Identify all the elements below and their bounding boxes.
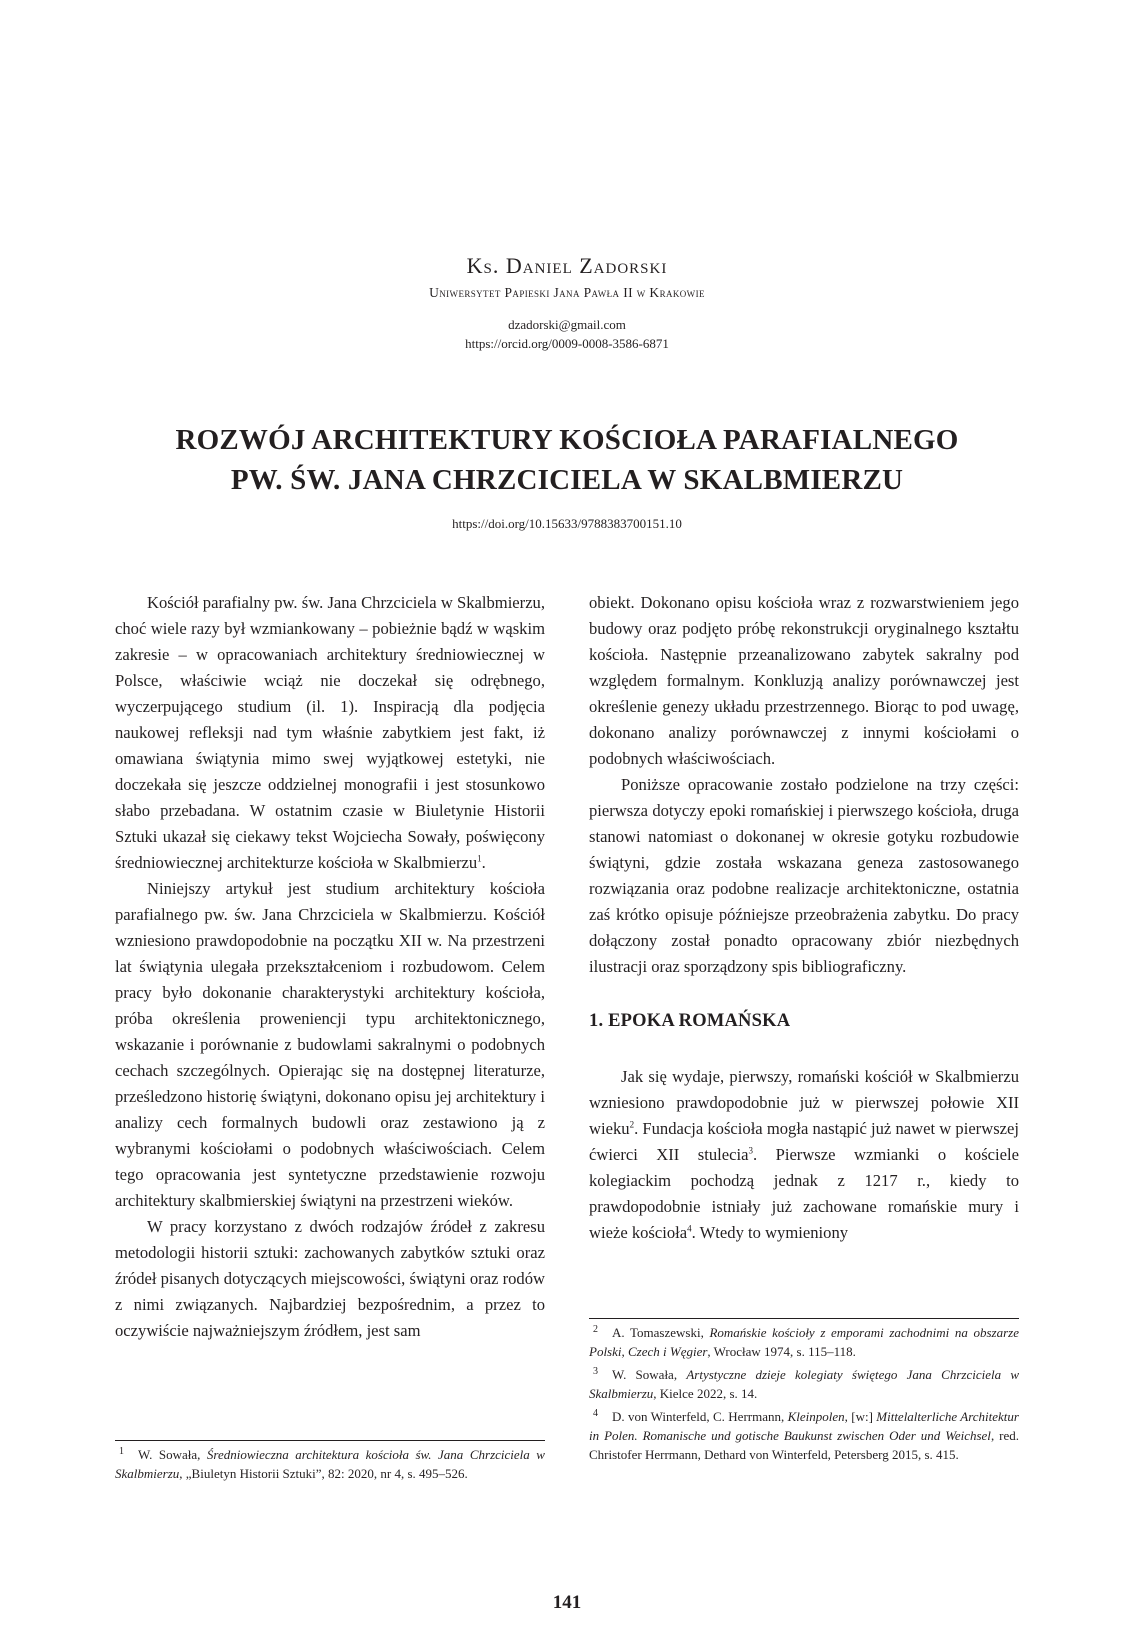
footnote-text: W. Sowała, (138, 1447, 207, 1462)
article-doi[interactable]: https://doi.org/10.15633/9788383700151.10 (452, 516, 682, 531)
paragraph: Poniższe opracowanie zostało podzielone na trzy części: pierwsza dotyczy epoki romańskiej i pierwszego kościoła, druga stanowi natomiast o dokonanej w okresie gotyku rozbudowie świątyni, gdzie została wskazana geneza zastosowanego rozwiązania oraz podobne realizacje architektoniczne, ostatnia zaś krótko opisuje późniejsze przeobrażenia zabytku. Do pracy dołączony został ponadto opracowany zbiór niezbędnych ilustracji oraz sporządzony spis bibliograficzny. (589, 775, 1019, 976)
footnotes-right (589, 1318, 1019, 1464)
footnote-rule (589, 1318, 1019, 1319)
footnote-ref[interactable]: 1 (477, 853, 482, 864)
paragraph: obiekt. Dokonano opisu kościoła wraz z rozwarstwieniem jego budowy oraz podjęto próbę rekonstrukcji oryginalnego kształtu kościoła. Następnie przeanalizowano zabytek sakralny pod względem formalnym. Konkluzją analizy porównawczej jest określenie genezy układu przestrzennego. Biorąc to pod uwagę, dokonano analizy porównawczej z innymi kościołami o podobnych właściwościach. (589, 593, 1019, 768)
paragraph-text: . Pierwsze wzmianki o kościele kolegiackim pochodzą jednak z 1217 r., kiedy to prawdopodobnie istniały już zachowane romańskie mury i wieże kościoła (589, 1145, 1019, 1242)
paragraph-text: . (481, 853, 486, 872)
footnote-text: , [w:] (844, 1409, 877, 1424)
footnote (589, 1365, 1019, 1403)
author-contact (0, 315, 1134, 353)
author-orcid[interactable]: https://orcid.org/0009-0008-3586-6871 (465, 336, 669, 351)
footnote-text: , Wrocław 1974, s. 115–118. (707, 1344, 856, 1359)
footnote-title: Średniowieczna architektura kościoła św. Jana Chrzciciela w Skalbmierzu (115, 1447, 545, 1481)
footnote-title: Artystyczne dzieje kolegiaty świętego Jana Chrzciciela w Skalbmierzu (589, 1367, 1019, 1401)
footnote-title: Mittelalterliche Architektur in Polen. Romanische und gotische Baukunst zwischen Oder und Weichsel (589, 1409, 1019, 1443)
footnote (589, 1407, 1019, 1464)
footnote-text: , „Biuletyn Historii Sztuki”, 82: 2020, nr 4, s. 495–526. (179, 1466, 468, 1481)
footnote-text: A. Tomaszewski, (612, 1325, 710, 1340)
paragraph (589, 1064, 1019, 1246)
title-line-2: PW. ŚW. JANA CHRZCICIELA W SKALBMIERZU (230, 464, 904, 496)
footnote-title: Romańskie kościoły z emporami zachodnimi na obszarze Polski, Czech i Węgier (589, 1325, 1019, 1359)
paragraph-text: Kościół parafialny pw. św. Jana Chrzciciela w Skalbmierzu, choć wiele razy był wzmiankowany – pobieżnie bądź w wąskim zakresie – w opracowaniach architektury średniowiecznej w Polsce, właściwie wciąż nie doczekał się odrębnego, wyczerpującego studium (il. 1). Inspiracją dla podjęcia naukowej refleksji nad tym właśnie zabytkiem jest fakt, iż omawiana świątynia mimo swej wyjątkowej estetyki, nie doczekała się jeszcze oddzielnej monografii i jest stosunkowo słabo przebadana. W ostatnim czasie w Biuletynie Historii Sztuki ukazał się ciekawy tekst Wojciecha Sowały, poświęcony średniowiecznej architekturze kościoła w Skalbmierzu (115, 593, 545, 872)
paragraph-text: . Fundacja kościoła mogła nastąpić już nawet w pierwszej ćwierci XII stulecia (589, 1119, 1019, 1164)
article-header (0, 252, 1134, 353)
page-number: 141 (552, 1592, 582, 1613)
author-email[interactable]: dzadorski@gmail.com (508, 317, 626, 332)
footnote-text: D. von Winterfeld, C. Herrmann, (612, 1409, 788, 1424)
footnote (115, 1445, 545, 1483)
footnote-number: 2 (593, 1323, 598, 1335)
footnote (589, 1323, 1019, 1361)
footnote-number: 3 (593, 1365, 598, 1377)
footnote-title: Kleinpolen (787, 1409, 845, 1424)
footnotes-left (115, 1440, 545, 1483)
footnote-ref[interactable]: 2 (629, 1119, 635, 1130)
article-title (0, 420, 1134, 500)
paragraph: W pracy korzystano z dwóch rodzajów źródeł z zakresu metodologii historii sztuki: zachowanych zabytków sztuki oraz źródeł pisanych dotyczących miejscowości, świątyni oraz rodów z nimi związanych. Najbardziej bezpośrednim, a przez to oczywiście najważniejszym źródłem, jest sam (115, 1217, 545, 1340)
footnote-rule (115, 1440, 545, 1441)
footnote-ref[interactable]: 3 (748, 1145, 753, 1156)
right-column (589, 590, 1019, 1246)
footnote-text: , Kielce 2022, s. 14. (653, 1386, 758, 1401)
footnote-text: W. Sowała, (612, 1367, 687, 1382)
footnote-text: , red. Christofer Herrmann, Dethard von Winterfeld, Petersberg 2015, s. 415. (589, 1428, 1019, 1462)
footnote-number: 4 (593, 1407, 598, 1419)
left-column (115, 590, 545, 1344)
paragraph (115, 590, 545, 876)
footnote-number: 1 (119, 1445, 124, 1457)
author-name: Ks. Daniel Zadorski (466, 253, 668, 278)
author-affiliation: Uniwersytet Papieski Jana Pawła II w Krakowie (429, 285, 705, 300)
paragraph-text: . Wtedy to wymieniony (691, 1223, 849, 1242)
title-line-1: ROZWÓJ ARCHITEKTURY KOŚCIOŁA PARAFIALNEGO (175, 424, 959, 456)
footnote-ref[interactable]: 4 (687, 1223, 692, 1234)
paragraph-text: Jak się wydaje, pierwszy, romański kościół w Skalbmierzu wzniesiono prawdopodobnie już w pierwszej połowie XII wieku (589, 1067, 1019, 1138)
section-heading: 1. EPOKA ROMAŃSKA (589, 1011, 791, 1031)
paragraph: Niniejszy artykuł jest studium architektury kościoła parafialnego pw. św. Jana Chrzciciela w Skalbmierzu. Kościół wzniesiono prawdopodobnie na początku XII w. Na przestrzeni lat świątynia ulegała przekształceniom i rozbudowom. Celem pracy było dokonanie charakterystyki architektury kościoła, próba określenia proweniencji typu architektonicznego, wskazanie i porównanie z budowlami sakralnymi o podobnych cechach szczególnych. Opierając się na dostępnej literaturze, prześledzono historię świątyni, dokonano opisu jej architektury i analizy cech formalnych budowli oraz zestawiono ją z wybranymi kościołami o podobnych właściwościach. Celem tego opracowania jest syntetyczne przedstawienie rozwoju architektury skalbmierskiej świątyni na przestrzeni wieków. (115, 879, 545, 1210)
